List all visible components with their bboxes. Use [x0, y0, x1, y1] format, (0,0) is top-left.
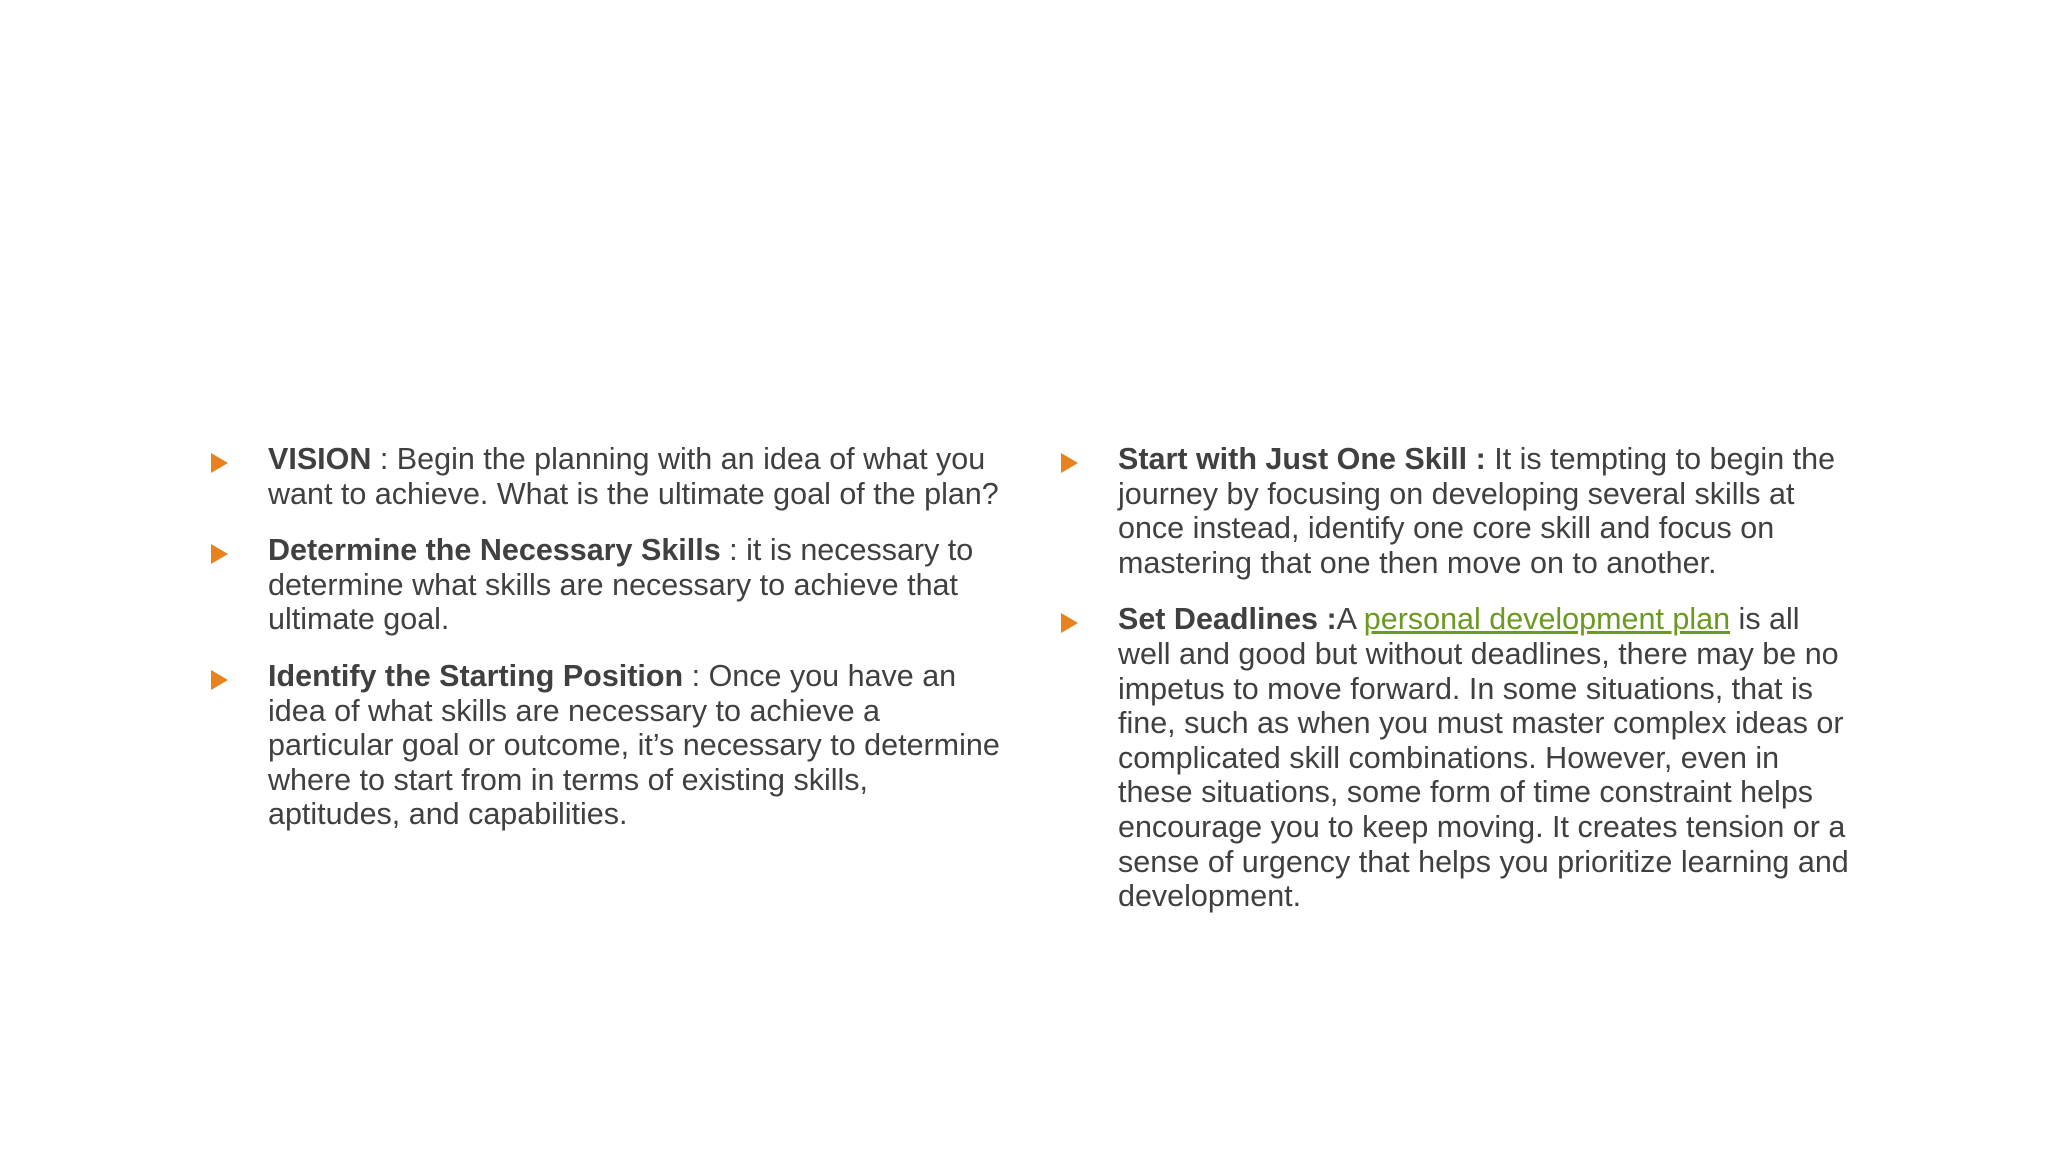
list-item-necessary-skills: [205, 533, 1005, 637]
list-item-deadlines: [1055, 602, 1855, 913]
triangle-right-icon: [211, 544, 228, 564]
personal-development-plan-link[interactable]: personal development plan: [1363, 602, 1731, 637]
list-item-text: [1118, 442, 1855, 580]
list-item-text: [268, 442, 1005, 511]
triangle-right-icon: [1061, 453, 1078, 473]
triangle-right-icon: [211, 670, 228, 690]
list-item-body-before-link: A: [1336, 602, 1364, 637]
list-item-heading: Identify the Starting Position: [268, 658, 684, 693]
list-item-starting-position: [205, 659, 1005, 832]
list-item-heading: Start with Just One Skill :: [1118, 442, 1486, 476]
list-item-heading: VISION: [268, 442, 372, 476]
triangle-right-icon: [211, 453, 228, 473]
list-item-body-after-link: is all well and good but without deadlines, there may be no impetus to move forward. In some situations, that is fine, such as when you must master complex ideas or complicated skill combinations. However, even in these situations, some form of time constraint helps encourage you to keep moving. It creates tension or a sense of urgency that helps you prioritize learning and development.: [1118, 602, 1849, 914]
list-item-heading: Set Deadlines :: [1118, 602, 1337, 637]
list-item-body: It is tempting to begin the journey by focusing on developing several skills at once instead, identify one core skill and focus on mastering that one then move on to another.: [1118, 442, 1836, 580]
list-item-heading: Determine the Necessary Skills: [268, 533, 721, 568]
list-item-one-skill: [1055, 442, 1855, 580]
list-item-text: [268, 533, 1005, 637]
list-item-text: [1118, 602, 1855, 913]
triangle-right-icon: [1061, 613, 1078, 633]
list-item-body: : Once you have an idea of what skills are necessary to achieve a particular goal or outcome, it’s necessary to determine where to start from in terms of existing skills, aptitudes, and capabilities.: [268, 658, 1000, 832]
right-column: [1055, 442, 1855, 936]
left-column: [205, 442, 1005, 854]
list-item-body: : it is necessary to determine what skills are necessary to achieve that ultimate goal.: [268, 533, 974, 637]
list-item-vision: [205, 442, 1005, 511]
list-item-body: : Begin the planning with an idea of what you want to achieve. What is the ultimate goal of the plan?: [268, 442, 999, 511]
list-item-text: [268, 659, 1005, 832]
